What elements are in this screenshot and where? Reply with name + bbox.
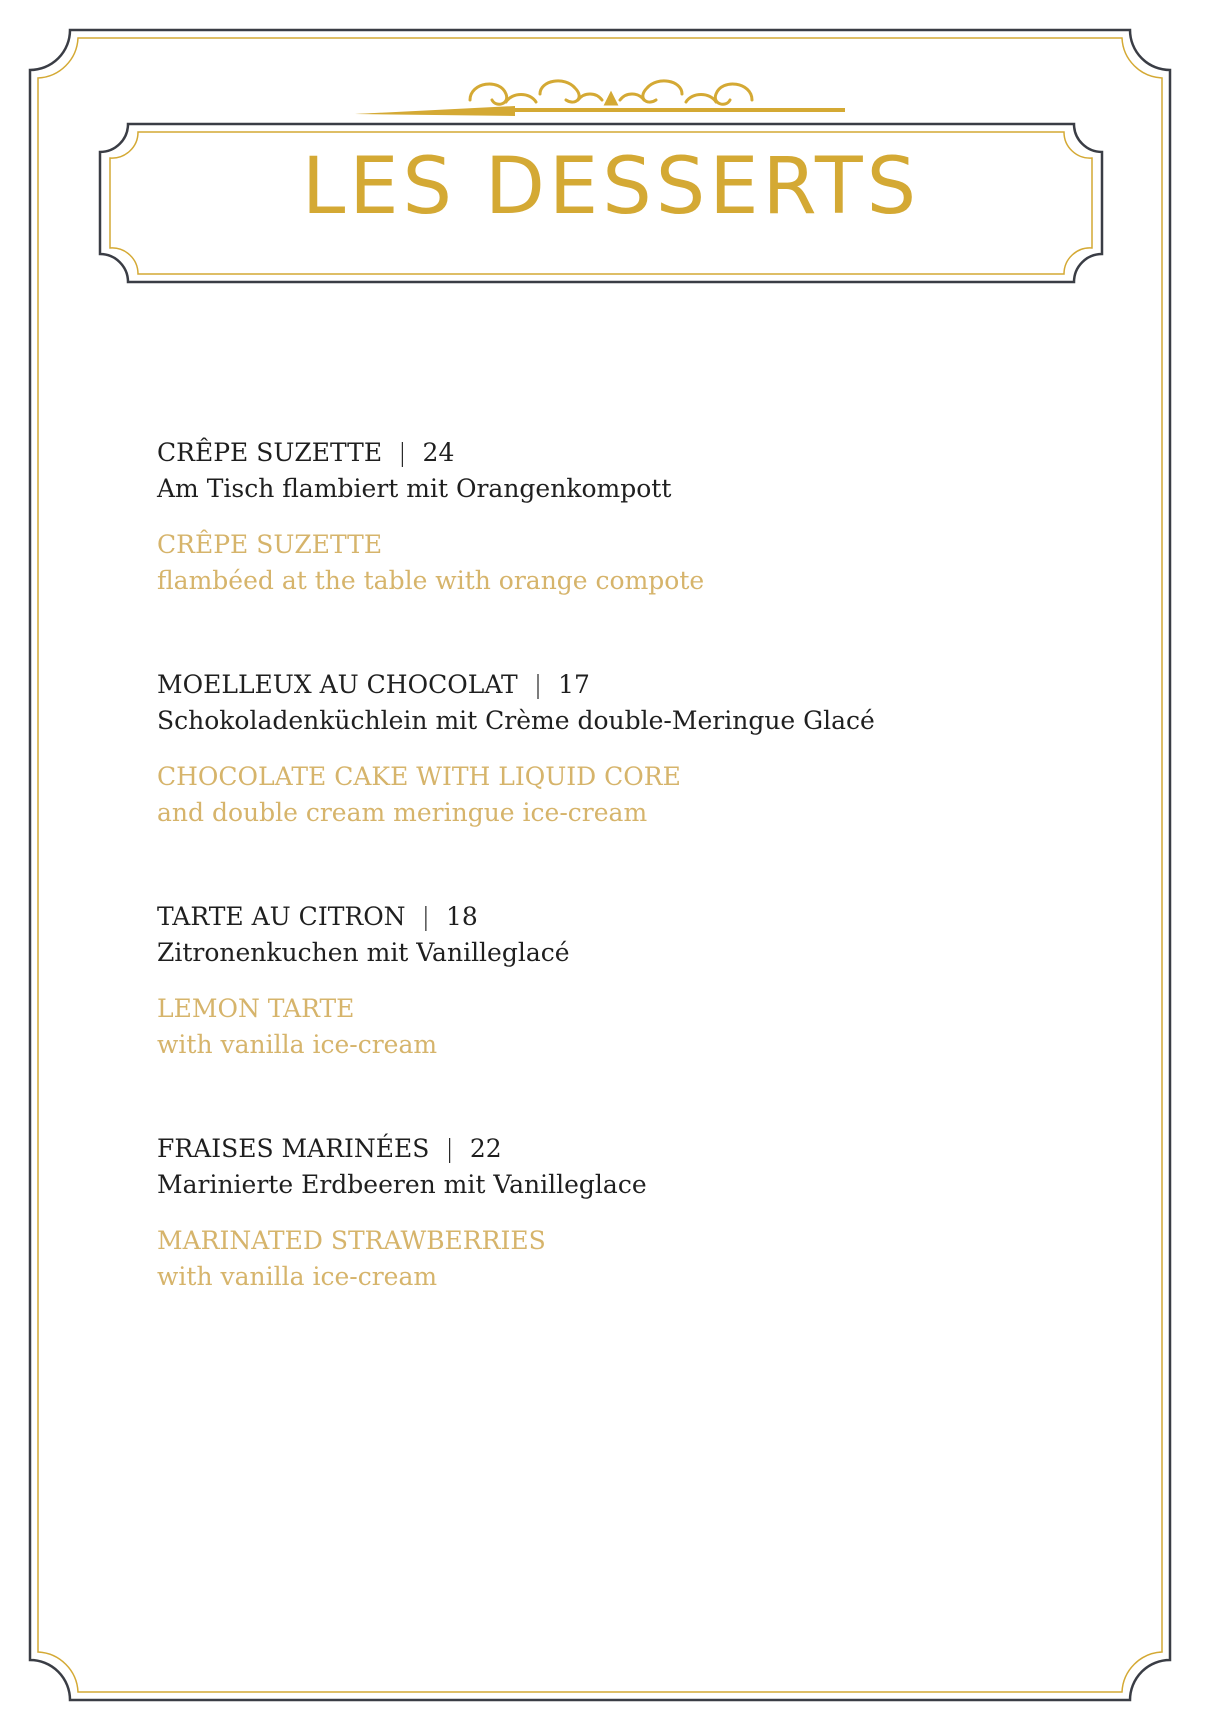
menu-item-heading	[157, 899, 1057, 935]
item-price: 17	[558, 670, 590, 699]
menu-item-heading	[157, 435, 1057, 471]
menu-item-german	[157, 1131, 1057, 1203]
item-description: Zitronenkuchen mit Vanilleglacé	[157, 938, 570, 967]
menu-item	[157, 899, 1057, 1063]
page-title: LES DESSERTS	[301, 142, 921, 232]
menu-item-english	[157, 527, 1057, 599]
item-name: FRAISES MARINÉES	[157, 1134, 430, 1163]
menu-item-german	[157, 899, 1057, 971]
item-name-english: CRÊPE SUZETTE	[157, 530, 383, 559]
item-description: Marinierte Erdbeeren mit Vanilleglace	[157, 1170, 647, 1199]
separator: |	[445, 1134, 454, 1163]
separator: |	[533, 670, 543, 699]
item-description-english: and double cream meringue ice-cream	[157, 798, 648, 827]
menu-item-english	[157, 759, 1057, 831]
menu-item	[157, 435, 1057, 599]
item-name: MOELLEUX AU CHOCOLAT	[157, 670, 518, 699]
menu-item-heading	[157, 1131, 1057, 1167]
separator: |	[398, 438, 407, 467]
menu-item-english	[157, 991, 1057, 1063]
item-price: 24	[422, 438, 455, 467]
dessert-menu	[157, 435, 1057, 1295]
item-name: CRÊPE SUZETTE	[157, 438, 383, 467]
item-name-english: MARINATED STRAWBERRIES	[157, 1226, 546, 1255]
item-description: Schokoladenküchlein mit Crème double-Meringue Glacé	[157, 706, 875, 735]
item-price: 22	[469, 1134, 502, 1163]
item-name: TARTE AU CITRON	[157, 902, 406, 931]
menu-item-heading	[157, 667, 1057, 703]
menu-item	[157, 667, 1057, 831]
menu-item	[157, 1131, 1057, 1295]
item-description-english: flambéed at the table with orange compote	[157, 566, 705, 595]
menu-item-german	[157, 435, 1057, 507]
menu-item-german	[157, 667, 1057, 739]
menu-item-english	[157, 1223, 1057, 1295]
item-name-english: CHOCOLATE CAKE WITH LIQUID CORE	[157, 762, 681, 791]
item-price: 18	[446, 902, 478, 931]
ornament	[355, 81, 845, 116]
item-description: Am Tisch flambiert mit Orangenkompott	[157, 474, 672, 503]
item-name-english: LEMON TARTE	[157, 994, 355, 1023]
item-description-english: with vanilla ice-cream	[157, 1262, 438, 1291]
item-description-english: with vanilla ice-cream	[157, 1030, 438, 1059]
separator: |	[421, 902, 430, 931]
